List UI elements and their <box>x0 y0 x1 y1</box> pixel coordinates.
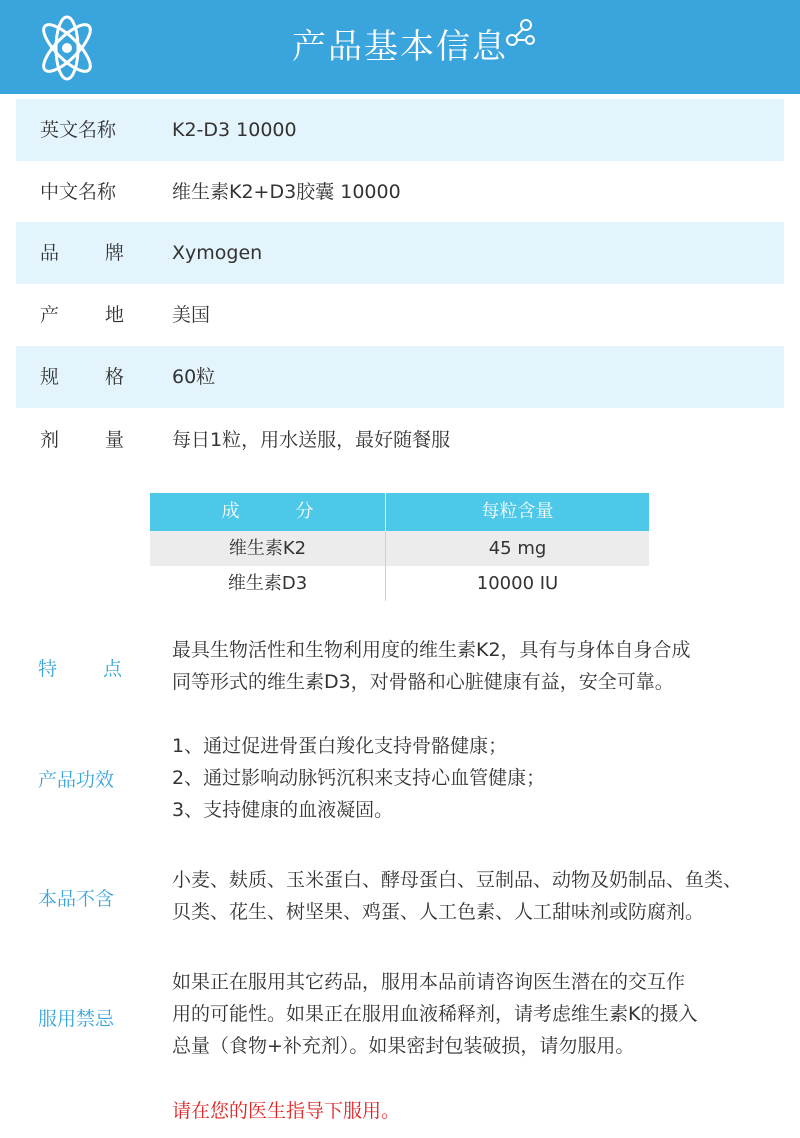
info-label: 剂 量 <box>40 429 124 451</box>
table-header-ingredient: 成 分 <box>150 493 386 531</box>
info-label: 规 格 <box>40 366 124 388</box>
section-label-cautions: 服用禁忌 <box>38 1008 115 1030</box>
section-text-features: 最具生物活性和生物利用度的维生素K2，具有与身体自身合成 同等形式的维生素D3，对骨骼和心脏健康有益，安全可靠。 <box>172 639 691 693</box>
info-row-chinese-name <box>16 161 784 223</box>
info-value: 美国 <box>172 304 211 326</box>
info-value: Xymogen <box>172 242 263 264</box>
table-row <box>150 531 649 566</box>
section-text-excludes: 小麦、麸质、玉米蛋白、酵母蛋白、豆制品、动物及奶制品、鱼类、 贝类、花生、树坚果、鸡蛋、人工色素、人工甜味剂或防腐剂。 <box>172 869 743 923</box>
table-cell-ingredient: 维生素D3 <box>150 566 386 601</box>
table-cell-amount: 45 mg <box>488 538 547 559</box>
info-row-origin <box>16 284 784 346</box>
bubbles-icon <box>504 18 538 50</box>
page-title: 产品基本信息 <box>292 27 508 67</box>
warning-text: 请在您的医生指导下服用。 <box>172 1100 401 1122</box>
table-cell-ingredient: 维生素K2 <box>150 531 386 566</box>
section-label-excludes: 本品不含 <box>38 888 115 910</box>
info-label: 产 地 <box>40 304 124 326</box>
ingredient-table <box>150 493 649 601</box>
table-header-amount: 每粒含量 <box>481 501 554 522</box>
header-banner <box>0 0 800 94</box>
table-row <box>150 566 649 601</box>
info-value: 60粒 <box>172 366 216 388</box>
info-label: 品 牌 <box>40 242 124 264</box>
info-row-english-name <box>16 99 784 161</box>
info-value: 维生素K2+D3胶囊 10000 <box>172 181 401 203</box>
section-label-features: 特 点 <box>38 658 122 680</box>
table-cell-amount: 10000 IU <box>476 573 559 594</box>
section-label-effects: 产品功效 <box>38 769 115 791</box>
info-row-dosage <box>16 409 784 471</box>
info-label: 英文名称 <box>40 119 117 141</box>
section-text-cautions: 如果正在服用其它药品，服用本品前请咨询医生潜在的交互作 用的可能性。如果正在服用血液稀释剂，请考虑维生素K的摄入 总量（食物+补充剂）。如果密封包装破损，请勿服用。 <box>172 971 698 1057</box>
info-value: 每日1粒，用水送服，最好随餐服 <box>172 429 451 451</box>
section-text-effects: 1、通过促进骨蛋白羧化支持骨骼健康； 2、通过影响动脉钙沉积来支持心血管健康； 3、支持健康的血液凝固。 <box>172 735 546 821</box>
table-header <box>150 493 649 531</box>
info-row-spec <box>16 346 784 408</box>
info-row-brand <box>16 222 784 284</box>
info-label: 中文名称 <box>40 181 117 203</box>
info-value: K2-D3 10000 <box>172 119 297 141</box>
